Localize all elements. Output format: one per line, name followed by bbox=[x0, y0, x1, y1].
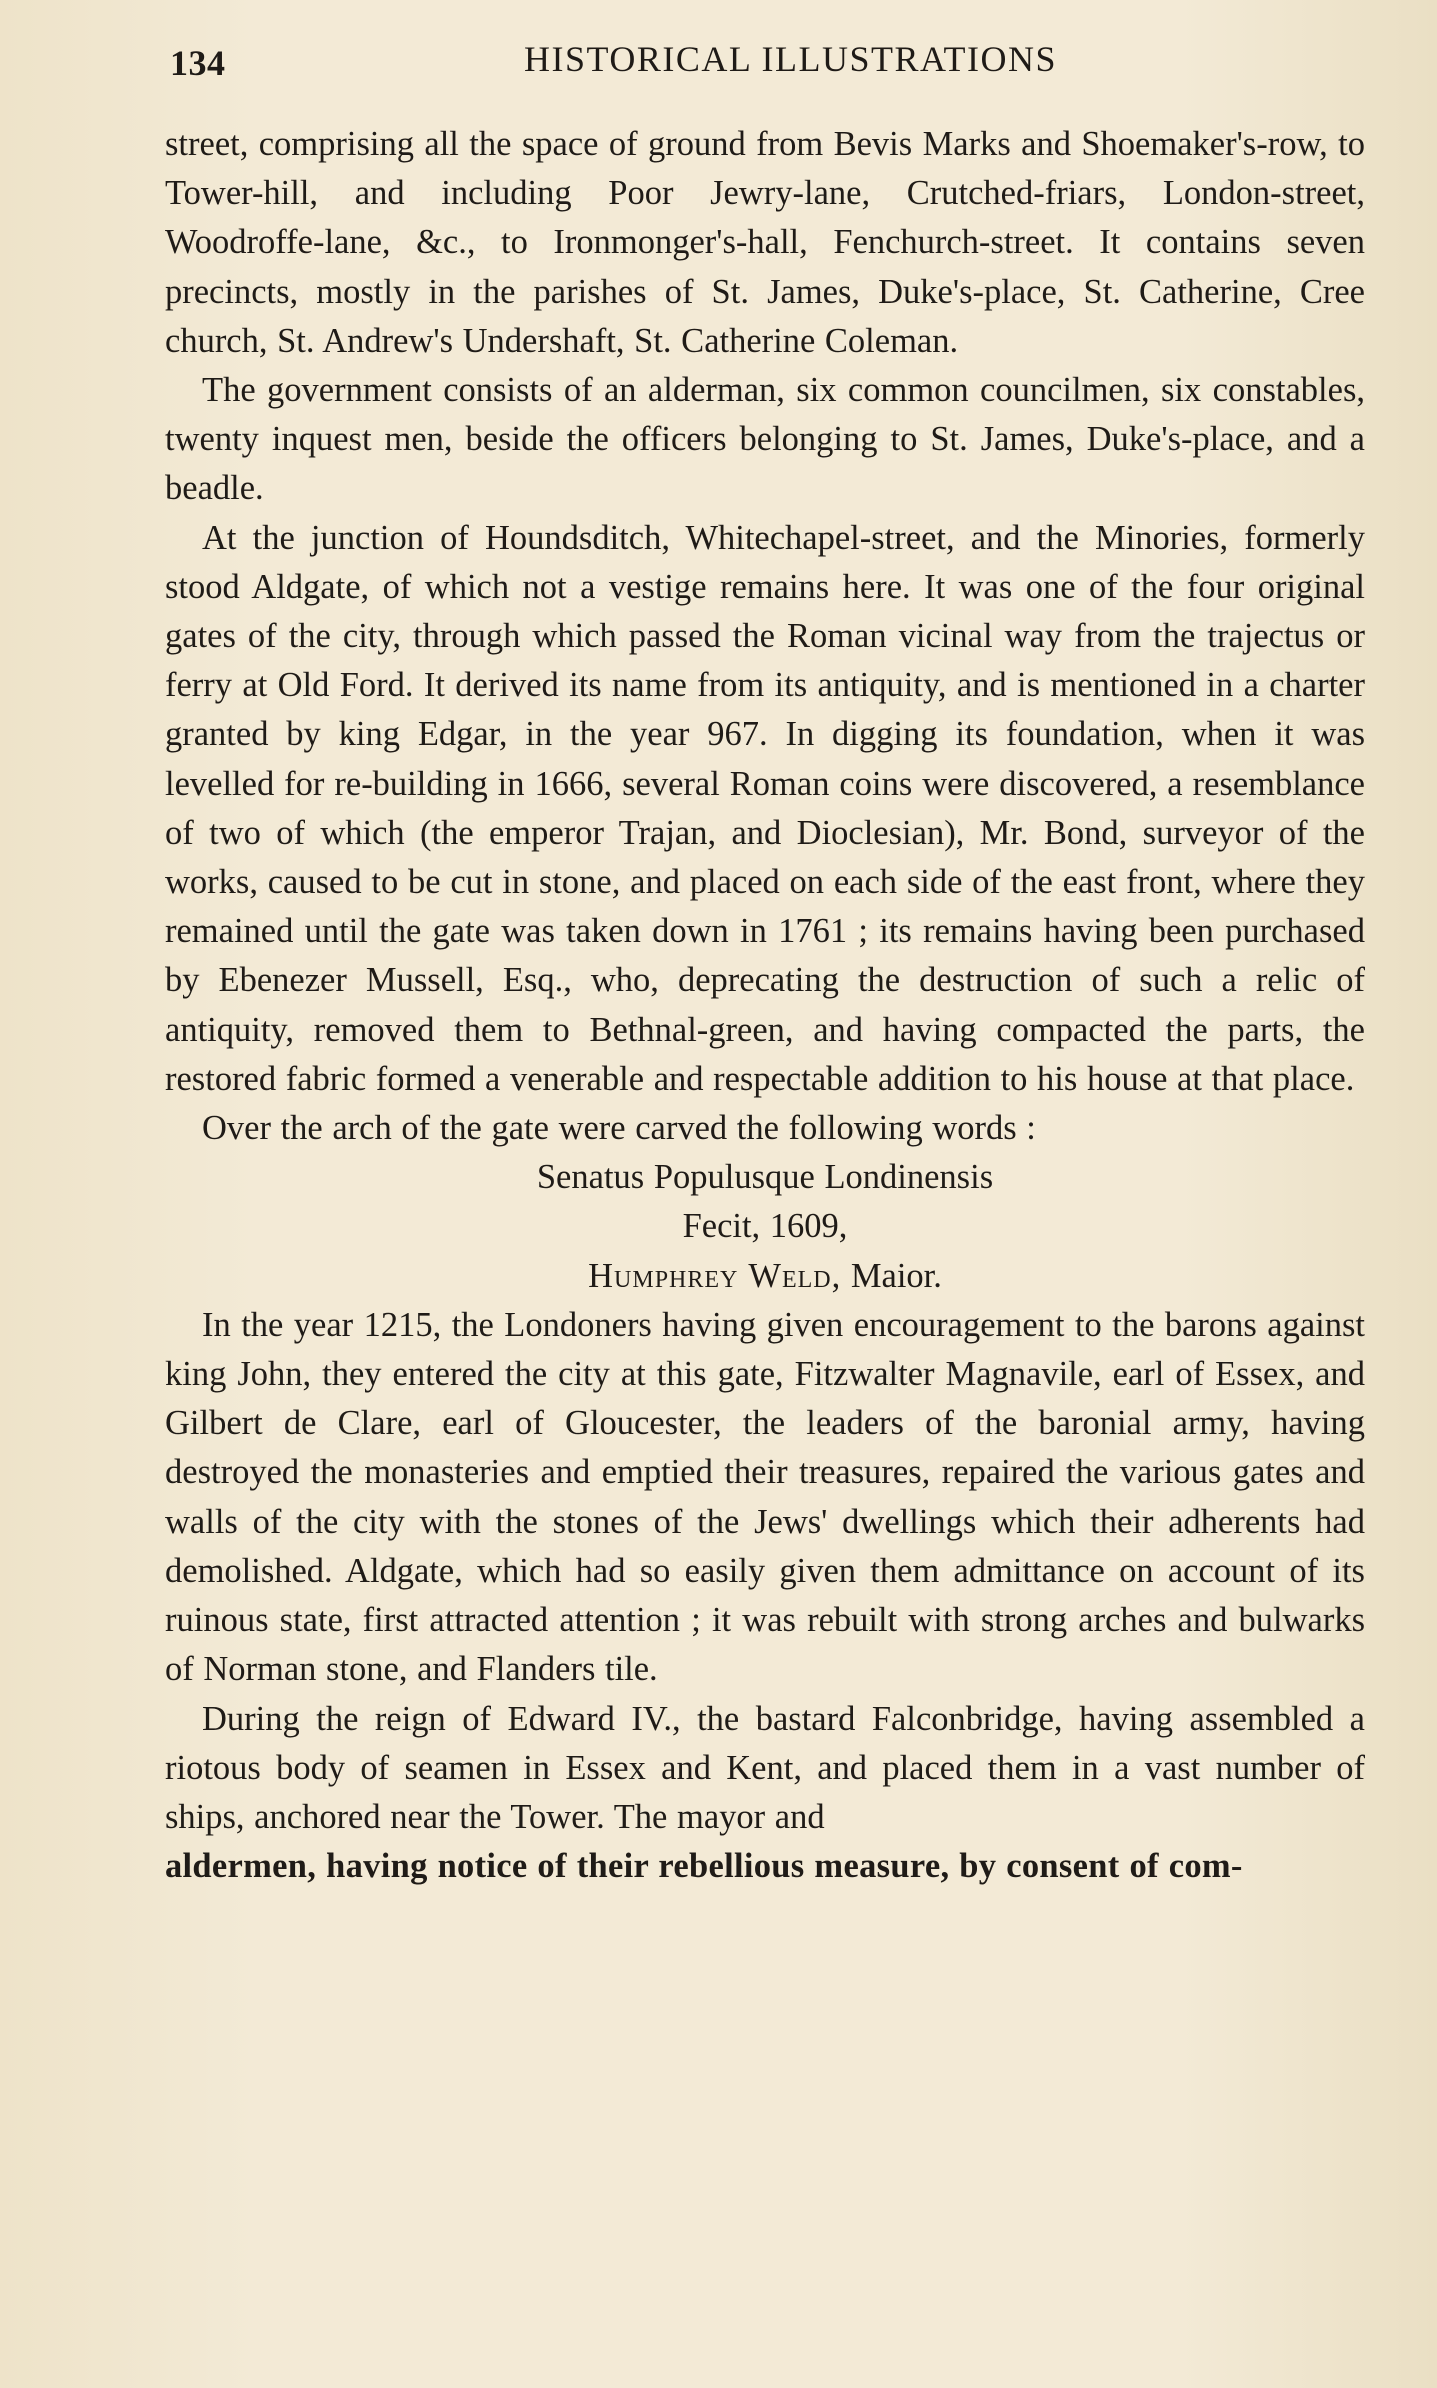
paragraph-inscription-intro: Over the arch of the gate were carved the following words : bbox=[202, 1109, 1036, 1148]
running-head: HISTORICAL ILLUSTRATIONS bbox=[523, 39, 1057, 79]
body-text bbox=[165, 120, 1365, 1891]
paragraph-government: The government consists of an alderman, six common councilmen, six constables, twenty inquest men, beside the officers belonging to St. James, Duke's-place, and a beadle. bbox=[165, 371, 1365, 508]
page-number: 134 bbox=[170, 43, 226, 83]
inscription-line-1: Senatus Populusque Londinensis bbox=[536, 1158, 994, 1197]
inscription-name: Humphrey Weld, bbox=[588, 1256, 842, 1295]
inscription-line-2: Fecit, 1609, bbox=[682, 1207, 848, 1246]
paragraph-ward-description: street, comprising all the space of ground from Bevis Marks and Shoemaker's-row, to Tower-hill, and including Poor Jewry-lane, Crutched-friars, London-street, Woodroffe-lane, &c., to Ironmonger's-hall, Fenchurch-street. It contains seven precincts, mostly in the parishes of St. James, Duke's-place, St. Catherine, Cree church, St. Andrew's Undershaft, St. Catherine Coleman. bbox=[165, 125, 1365, 360]
paragraph-1215: In the year 1215, the Londoners having given encouragement to the barons against king John, they entered the city at this gate, Fitzwalter Magnavile, earl of Essex, and Gilbert de Clare, earl of Gloucester, the leaders of the baronial army, having destroyed the monasteries and emptied their treasures, repaired the various gates and walls of the city with the stones of the Jews' dwellings which their adherents had demolished. Aldgate, which had so easily given them admittance on account of its ruinous state, first attracted attention ; it was rebuilt with strong arches and bulwarks of Norman stone, and Flanders tile. bbox=[165, 1305, 1365, 1689]
paragraph-edward-iv: During the reign of Edward IV., the bastard Falconbridge, having assembled a riotous body of seamen in Essex and Kent, and placed them in a vast number of ships, anchored near the Tower. The mayor and bbox=[165, 1699, 1365, 1836]
final-line: aldermen, having notice of their rebellious measure, by consent of com- bbox=[165, 1847, 1243, 1886]
gate-inscription bbox=[165, 1153, 1365, 1301]
page-header bbox=[170, 38, 1365, 88]
paragraph-aldgate-history: At the junction of Houndsditch, Whitechapel-street, and the Minories, formerly stood Aldgate, of which not a vestige remains here. It was one of the four original gates of the city, through which passed the Roman vicinal way from the trajectus or ferry at Old Ford. It derived its name from its antiquity, and is mentioned in a charter granted by king Edgar, in the year 967. In digging its foundation, when it was levelled for re-building in 1666, several Roman coins were discovered, a resemblance of two of which (the emperor Trajan, and Dioclesian), Mr. Bond, surveyor of the works, caused to be cut in stone, and placed on each side of the east front, where they remained until the gate was taken down in 1761 ; its remains having been purchased by Ebenezer Mussell, Esq., who, deprecating the destruction of such a relic of antiquity, removed them to Bethnal-green, and having compacted the parts, the restored fabric formed a venerable and respectable addition to his house at that place. bbox=[165, 518, 1365, 1098]
inscription-title: Maior. bbox=[850, 1256, 942, 1295]
inscription-line-3 bbox=[165, 1252, 1365, 1301]
